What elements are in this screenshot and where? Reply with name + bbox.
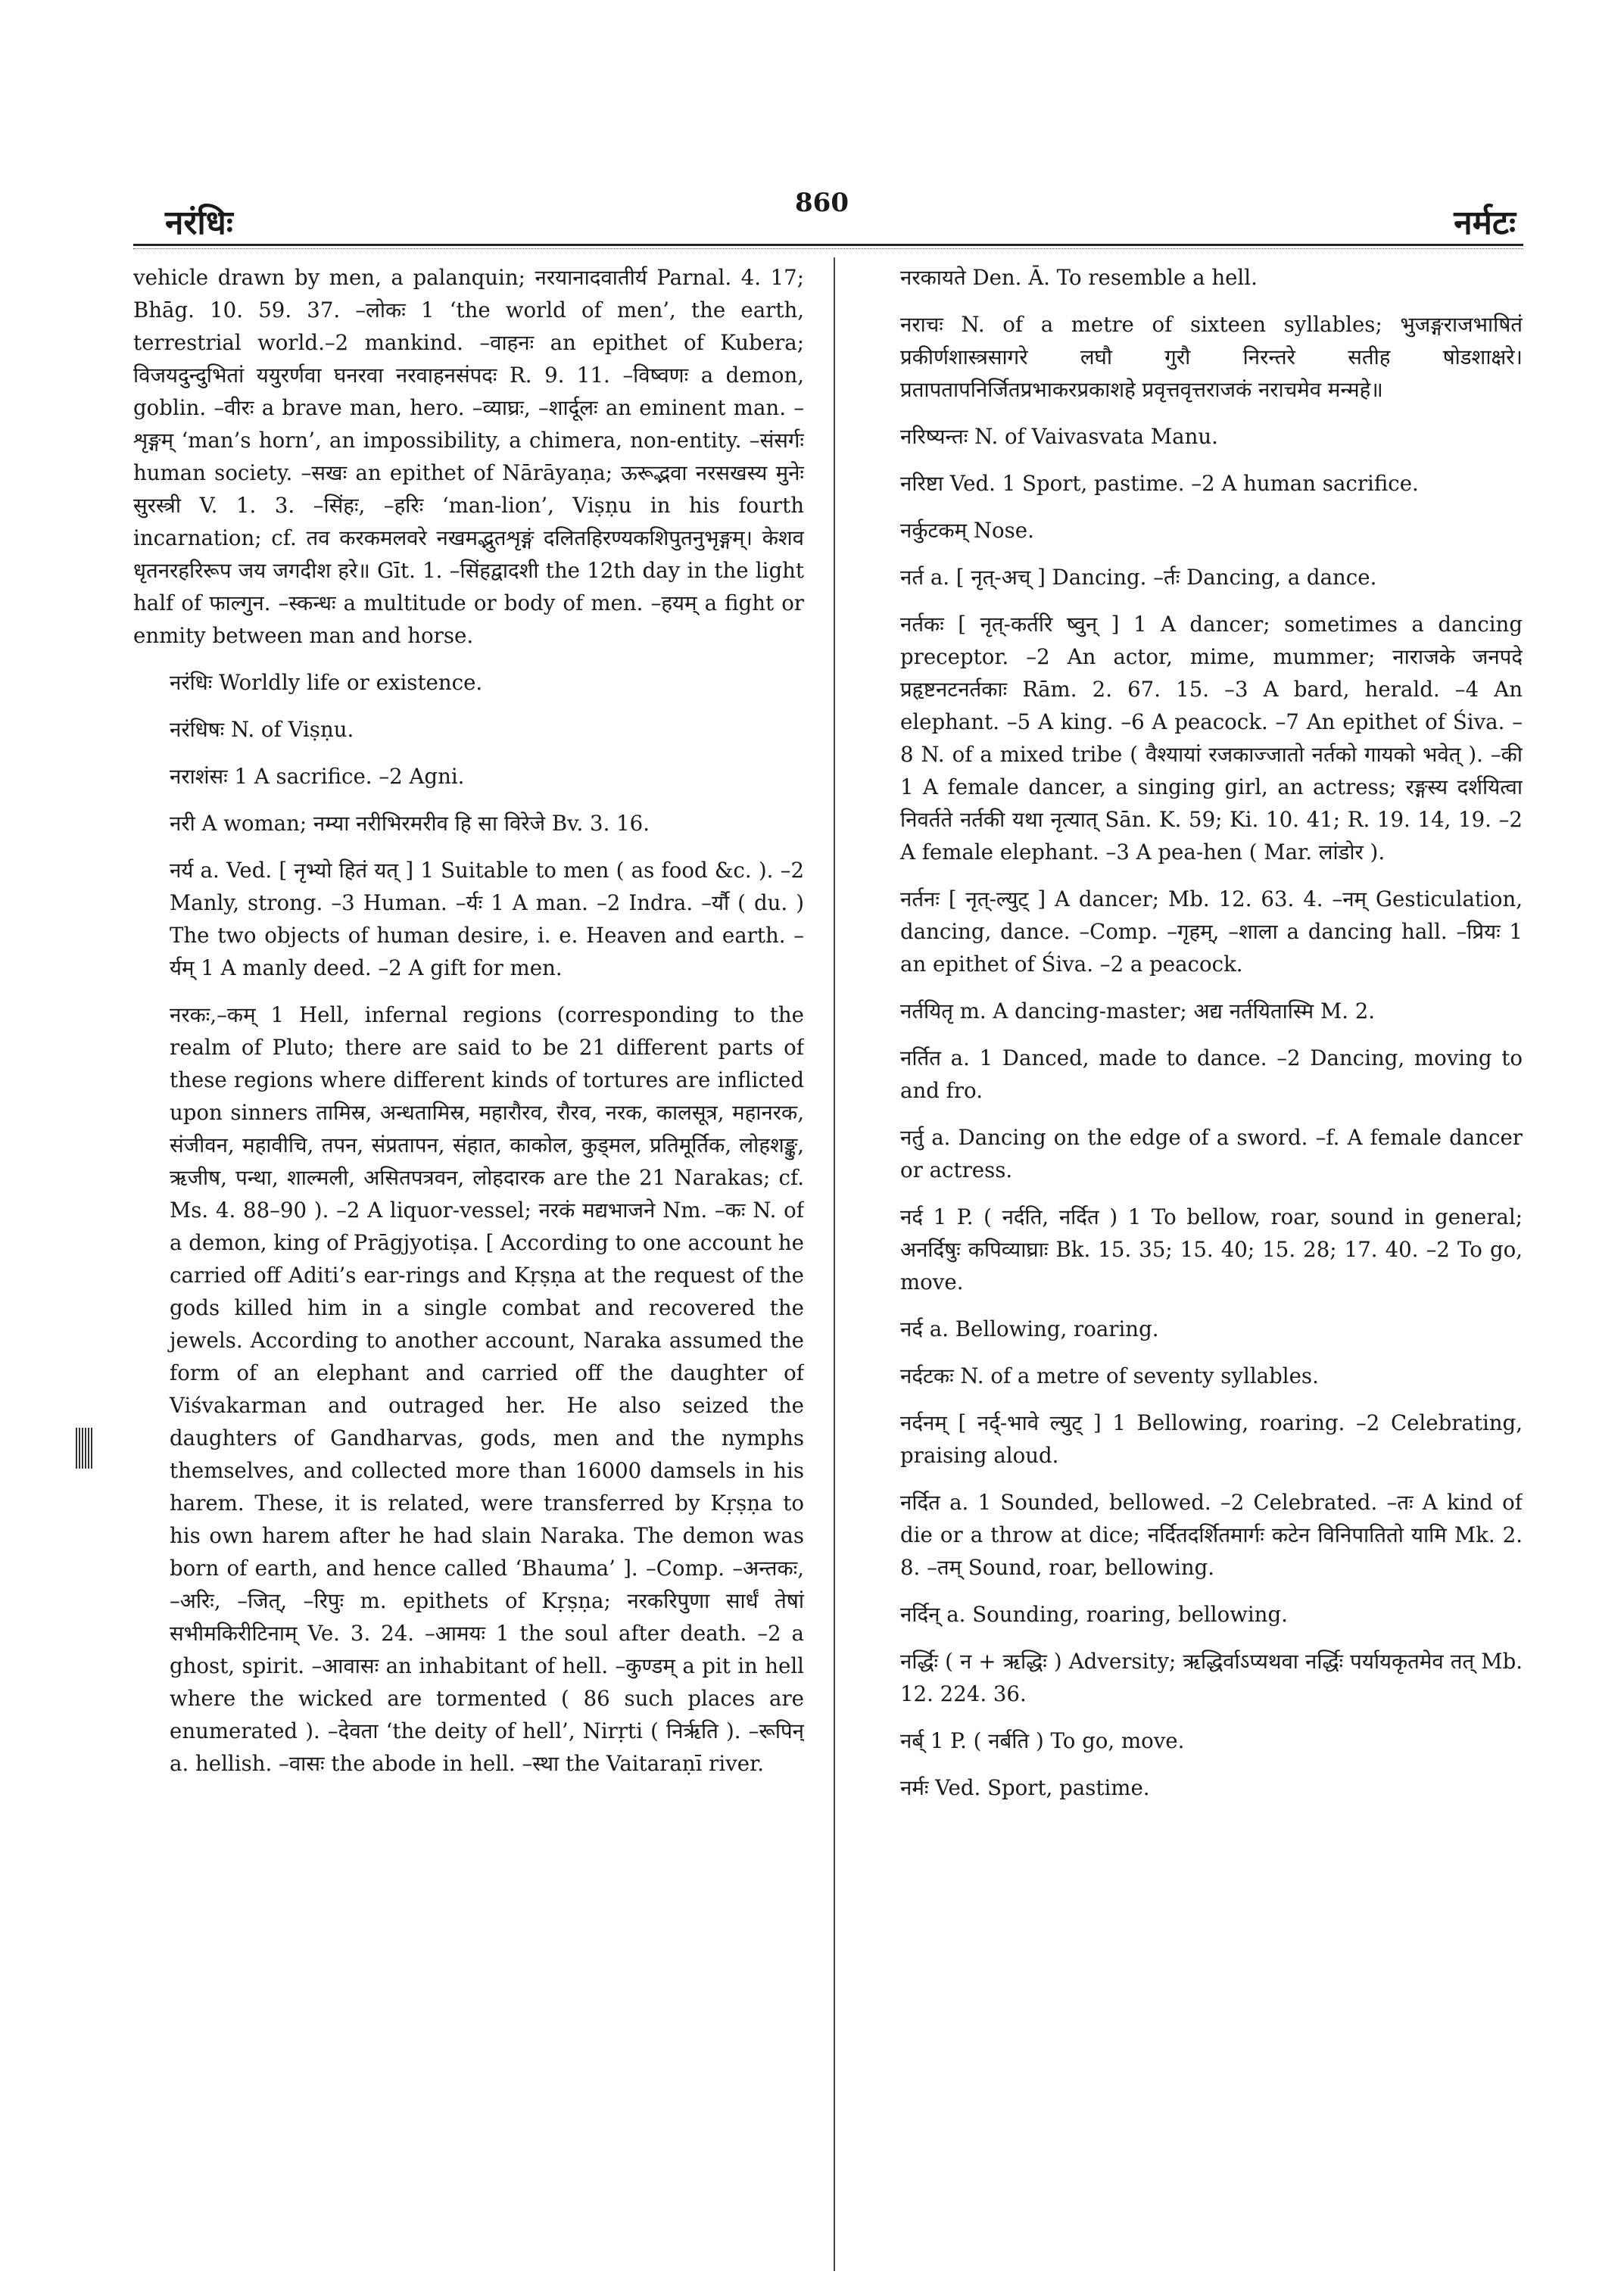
dictionary-entry: नरिष्यन्तः N. of Vaivasvata Manu. — [900, 424, 1218, 449]
dictionary-entry: नर्त a. [ नृत्-अच् ] Dancing. –र्तः Dancing, a dance. — [900, 565, 1377, 590]
dictionary-entry: नर्ब् 1 P. ( नर्बति ) To go, move. — [900, 1728, 1185, 1753]
dictionary-entry: नरकः,–कम् 1 Hell, infernal regions (corresponding to the realm of Pluto; there are said to be 21 different parts of these regions where different kinds of tortures are inflicted upon sinners तामिस्र, अन्धतामिस्र, महारौरव, रौरव, नरक, कालसूत्र, महानरक, संजीवन, महावीचि, तपन, संप्रतापन, संहात, काकोल, कुड्मल, प्रतिमूर्तिक, लोहशङ्कु, ऋजीष, पन्था, शाल्मली, असितपत्रवन, लोहदारक are the 21 Narakas; cf. Ms. 4. 88–90 ). –2 A liquor-vessel; नरकं मद्यभाजने Nm. –कः N. of a demon, king of Prāgjyotiṣa. [ According to one account he carried off Aditi’s ear-rings and Kṛṣṇa at the request of the gods killed him in a single combat and recovered the jewels. According to another account, Naraka assumed the form of an elephant and carried off the daughter of Viśvakarman and outraged her. He also seized the daughters of Gandharvas, gods, men and the nymphs themselves, and collected more than 16000 damsels in his harem. These, it is related, were transferred by Kṛṣṇa to his own harem after he had slain Naraka. The demon was born of earth, and hence called ‘Bhauma’ ]. –Comp. –अन्तकः, –अरिः, –जित्, –रिपुः m. epithets of Kṛṣṇa; नरकरिपुणा सार्धं तेषां सभीमकिरीटिनाम् Ve. 3. 24. –आमयः 1 the soul after death. –2 a ghost, spirit. –आवासः an inhabitant of hell. –कुण्डम् a pit in hell where the wicked are tormented ( 86 such places are enumerated ). –देवता ‘the deity of hell’, Nirṛti ( निर्ऋति ). –रूपिन् a. hellish. –वासः the abode in hell. –स्था the Vaitaraṇī river. — [170, 1002, 804, 1776]
dictionary-entry: नर्द 1 P. ( नर्दति, नर्दित ) 1 To bellow, roar, sound in general; अनर्दिषुः कपिव्याघ्राः Bk. 15. 35; 15. 40; 15. 28; 17. 40. –2 To go, move. — [900, 1204, 1523, 1294]
dictionary-entry: नरिष्टा Ved. 1 Sport, pastime. –2 A human sacrifice. — [900, 471, 1419, 496]
right-running-headword: नर्मटः — [1454, 204, 1516, 242]
page-number: 860 — [795, 188, 849, 218]
right-column — [864, 261, 1523, 2222]
dictionary-entry: नरकायते Den. Ā. To resemble a hell. — [900, 265, 1258, 290]
column-divider — [834, 257, 835, 2271]
margin-tick-marks — [76, 1428, 92, 1469]
dictionary-entry: नरंधिषः N. of Viṣṇu. — [170, 717, 354, 742]
dictionary-entry: नर्मः Ved. Sport, pastime. — [900, 1775, 1150, 1800]
header-rule — [133, 244, 1523, 249]
left-running-headword: नरंधिः — [165, 204, 233, 242]
dictionary-entry: नर्तयितृ m. A dancing-master; अद्य नर्तयितास्मि M. 2. — [900, 999, 1376, 1023]
dictionary-entry: नर्कुटकम् Nose. — [900, 518, 1034, 543]
dictionary-entry: नर्द a. Bellowing, roaring. — [900, 1316, 1159, 1341]
page-header — [144, 179, 1516, 242]
dictionary-entry: नर्तकः [ नृत्-कर्तरि ष्वुन् ] 1 A dancer; sometimes a dancing preceptor. –2 An actor, mime, mummer; नाराजके जनपदे प्रहृष्टनटनर्तकाः Rām. 2. 67. 15. –3 A bard, herald. –4 An elephant. –5 A king. –6 A peacock. –7 An epithet of Śiva. –8 N. of a mixed tribe ( वैश्यायां रजकाज्जातो नर्तको गायको भवेत् ). –की 1 A female dancer, a singing girl, an actress; रङ्गस्य दर्शयित्वा निवर्तते नर्तकी यथा नृत्यात् Sān. K. 59; Ki. 10. 41; R. 19. 14, 19. –2 A female elephant. –3 A pea-hen ( Mar. लांडोर ). — [900, 612, 1523, 865]
dictionary-entry: नर्दनम् [ नर्द्-भावे ल्युट् ] 1 Bellowing, roaring. –2 Celebrating, praising aloud. — [900, 1410, 1523, 1468]
left-column — [133, 261, 804, 2222]
dictionary-entry: नरंधिः Worldly life or existence. — [170, 670, 483, 695]
dictionary-entry: नर्तित a. 1 Danced, made to dance. –2 Dancing, moving to and fro. — [900, 1045, 1523, 1103]
dictionary-entry: नराचः N. of a metre of sixteen syllables; भुजङ्गराजभाषितं प्रकीर्णशास्त्रसागरे लघौ गुरौ निरन्तरे सतीह षोडशाक्षरे। प्रतापतापनिर्जितप्रभाकरप्रकाशहे प्रवृत्तवृत्तराजकं नराचमेव मन्महे॥ — [900, 312, 1523, 402]
dictionary-entry: नरी A woman; नम्या नरीभिरमरीव हि सा विरेजे Bv. 3. 16. — [170, 811, 650, 836]
dictionary-entry: नर्तु a. Dancing on the edge of a sword. –f. A female dancer or actress. — [900, 1125, 1523, 1182]
dictionary-entry: नर्दिन् a. Sounding, roaring, bellowing. — [900, 1602, 1288, 1627]
dictionary-entry: नर्दटकः N. of a metre of seventy syllables. — [900, 1363, 1319, 1388]
dictionary-entry: vehicle drawn by men, a palanquin; नरयानादवातीर्य Parnal. 4. 17; Bhāg. 10. 59. 37. –लोकः 1 ‘the world of men’, the earth, terrestrial world.–2 mankind. –वाहनः an epithet of Kubera; विजयदुन्दुभितां ययुरर्णवा घनरवा नरवाहनसंपदः R. 9. 11. –विष्वणः a demon, goblin. –वीरः a brave man, hero. –व्याघ्रः, –शार्दूलः an eminent man. –शृङ्गम् ‘man’s horn’, an impossibility, a chimera, non-entity. –संसर्गः human society. –सखः an epithet of Nārāyaṇa; ऊरूद्भवा नरसखस्य मुनेः सुरस्त्री V. 1. 3. –सिंहः, –हरिः ‘man-lion’, Viṣṇu in his fourth incarnation; cf. तव करकमलवरे नखमद्भुतशृङ्गं दलितहिरण्यकशिपुतनुभृङ्गम्। केशव धृतनरहरिरूप जय जगदीश हरे॥ Gīt. 1. –सिंहद्वादशी the 12th day in the light half of फाल्गुन. –स्कन्धः a multitude or body of men. –हयम् a fight or enmity between man and horse. — [133, 265, 804, 648]
dictionary-entry: नर्द्धिः ( न + ऋद्धिः ) Adversity; ऋद्धिर्वाऽप्यथवा नर्द्धिः पर्यायकृतमेव तत् Mb. 12. 224. 36. — [900, 1649, 1523, 1706]
dictionary-entry: नर्दित a. 1 Sounded, bellowed. –2 Celebrated. –तः A kind of die or a throw at dice; नर्दितदर्शितमार्गः कटेन विनिपातितो यामि Mk. 2. 8. –तम् Sound, roar, bellowing. — [900, 1490, 1523, 1580]
dictionary-entry: नर्तनः [ नृत्-ल्युट् ] A dancer; Mb. 12. 63. 4. –नम् Gesticulation, dancing, dance. –Comp. –गृहम्, –शाला a dancing hall. –प्रियः 1 an epithet of Śiva. –2 a peacock. — [900, 886, 1523, 977]
dictionary-entry: नराशंसः 1 A sacrifice. –2 Agni. — [170, 764, 465, 789]
dictionary-entry: नर्य a. Ved. [ नृभ्यो हितं यत् ] 1 Suitable to men ( as food &c. ). –2 Manly, strong. –3 Human. –र्यः 1 A man. –2 Indra. –र्यौ ( du. ) The two objects of human desire, i. e. Heaven and earth. –र्यम् 1 A manly deed. –2 A gift for men. — [170, 858, 804, 980]
